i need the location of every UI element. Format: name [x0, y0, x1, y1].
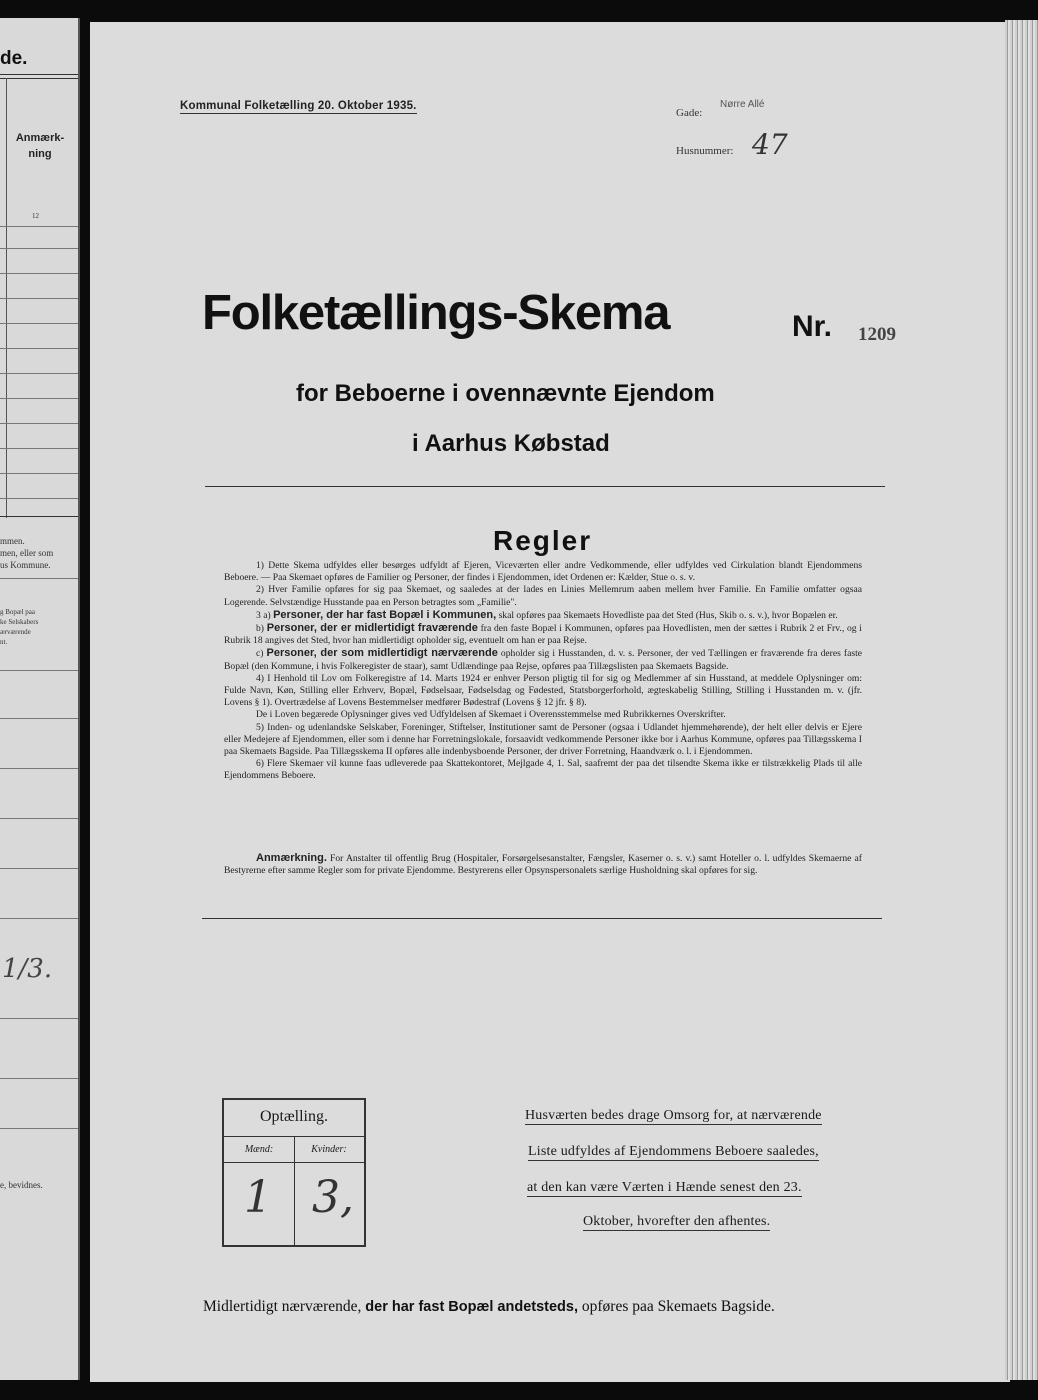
form-subtitle: i Aarhus Købstad: [412, 430, 610, 457]
men-label: Mænd:: [244, 1144, 274, 1155]
previous-handwriting: 1/3.: [2, 954, 53, 984]
previous-text-fragment: ke Selskabers: [0, 618, 39, 626]
rule-3b: [224, 622, 862, 647]
remark: [224, 852, 862, 877]
rule-4: 4) I Henhold til Lov om Folkeregistre af 14. Marts 1924 er enhver Person pligtig til for sig og Medlemmer af sin Husstand, at meddele Oplysninger om: Fulde Navn, Køn, Stilling eller Erhverv, Bopæl, Fødselsaar, Fødselsdag og Fødested, Statsborgerforhold, ægteskabelig Stilling, Stilling i Husstanden m. v. (jfr. Lovens § 1). Overtrædelse af Lovens Bestemmelser medfører Bødestraf (Lovens § 12 jfr. § 8).: [224, 672, 862, 709]
previous-column-header: Anmærk-ning: [15, 132, 65, 160]
rule-2: 2) Hver Familie opføres for sig paa Skemaet, og saaledes at der lades en Linies Mellemrum aaben mellem hver Familie. En Familie omfatter ogsaa Logerende. Selvstændige Husstande paa en Person betragtes som „Familie".: [224, 584, 862, 608]
text-span: Personer, der som midlertidigt nærværende: [266, 647, 498, 660]
form-number-label: Nr.: [792, 310, 833, 343]
rule-3c: [224, 647, 862, 672]
text-span: Personer, der har fast Bopæl i Kommunen,: [273, 608, 497, 621]
women-label: Kvinder:: [311, 1144, 347, 1155]
landlord-notice-line: at den kan være Værten i Hænde senest den 23.: [527, 1180, 802, 1195]
house-number-value: 47: [752, 128, 788, 161]
landlord-notice-line: Husværten bedes drage Omsorg for, at nærværende: [525, 1108, 822, 1123]
form-subtitle: for Beboerne i ovennævnte Ejendom: [296, 380, 715, 407]
previous-text-fragment: ærværende: [0, 628, 31, 636]
rules-heading: Regler: [493, 525, 593, 556]
text-span: opføres paa Skemaets Bagside.: [581, 1298, 775, 1315]
form-number-value: 1209: [858, 324, 896, 345]
book-spine: [1005, 20, 1038, 1380]
rule-4b: De i Loven begærede Oplysninger gives ved Udfyldelsen af Skemaet i Overensstemmelse med Rubrikkernes Overskrifter.: [256, 709, 726, 721]
landlord-notice-line: Oktober, hvorefter den afhentes.: [583, 1214, 771, 1229]
text-span: der har fast Bopæl andetsteds,: [365, 1299, 579, 1315]
text-span: Midlertidigt nærværende,: [203, 1298, 362, 1315]
rule-1: 1) Dette Skema udfyldes eller besørges udfyldt af Ejeren, Viceværten eller andre Vedkommende, eller udfyldes ved Cirkulation blandt Ejendommens Beboere. — Paa Skemaet opføres de Familier og Personer, der findes i Ejendommen, idet Ordenen er: Kælder, Stue o. s. v.: [224, 560, 862, 584]
women-count: 3,: [312, 1172, 354, 1223]
divider: [205, 486, 885, 487]
rule-6: 6) Flere Skemaer vil kunne faas udleverede paa Skattekontoret, Mejlgade 4, 1. Sal, saafremt der paa det tilsendte Skema ikke er tilstrækkelig Plads til alle Ejendommens Beboere.: [224, 758, 862, 782]
previous-page-title: de.: [0, 48, 28, 69]
text-span: b): [256, 623, 264, 635]
previous-text-fragment: e, bevidnes.: [0, 1180, 43, 1190]
form-title: Folketællings-Skema: [202, 286, 670, 340]
landlord-notice-line: Liste udfyldes af Ejendommens Beboere saaledes,: [528, 1144, 819, 1159]
street-label: Gade:: [676, 107, 703, 119]
rule-5: 5) Inden- og udenlandske Selskaber, Foreninger, Stiftelser, Institutioner samt de Personer (ogsaa i Udlandet hjemmehørende), der helt eller delvis er Ejere eller Medejere af Ejendommen, eller som i denne har Forretningslokale, forsaavidt vedkommende Personer ikke bor i Aarhus Kommune, opføres paa Tillægsskema I paa Skemaets Bagside. Paa Tillægsskema II opføres alle indenbysboende Personer, der driver Forretning, Haandværk o. l. i Ejendommen.: [224, 721, 862, 758]
house-number-label: Husnummer:: [676, 145, 734, 157]
text-span: fra den faste Bopæl i Kommunen, opføres paa Hovedlisten, men der sættes i Rubrik 2 et Frv., og i Rubrik 18 angives det Sted, hvor han midlertidigt opholder sig, eventuelt om han er paa Rejse.: [224, 623, 862, 647]
text-span: 3 a): [256, 609, 271, 621]
census-line: Kommunal Folketælling 20. Oktober 1935.: [180, 100, 417, 112]
previous-column-number: 12: [32, 212, 39, 220]
rules-text: [224, 560, 862, 783]
text-span: skal opføres paa Skemaets Hovedliste paa det Sted (Hus, Skib o. s. v.), hvor Bopælen er.: [498, 609, 838, 621]
street-value: Nørre Allé: [720, 99, 765, 110]
text-span: c): [256, 648, 264, 660]
text-span: Personer, der er midlertidigt fraværende: [266, 622, 478, 635]
men-count: 1: [244, 1172, 272, 1223]
previous-page-fragment: [0, 18, 80, 1380]
remark-text: For Anstalter til offentlig Brug (Hospitaler, Forsørgelsesanstalter, Fængsler, Kaserner o. s. v.) samt Hoteller o. l. udfyldes Skemaerne af Bestyrerne efter samme Regler som for private Ejendomme. Bestyrerens eller Opsynspersonalets særlige Husholdning skal opføres for sig.: [224, 853, 862, 877]
remark-label: Anmærkning.: [256, 852, 327, 864]
text-span: opholder sig i Husstanden, d. v. s. Personer, der ved Tællingen er fraværende fra deres faste Bopæl (den Kommune, i hvis Folkeregister de staar), samt Udlændinge paa Rejse, opføres paa Tillægslisten paa Skemaets Bagside.: [224, 648, 862, 672]
footer-note: [203, 1298, 775, 1316]
count-title: Optælling.: [259, 1108, 328, 1125]
previous-text-fragment: nt.: [0, 638, 8, 646]
previous-text-fragment: us Kommune.: [0, 560, 51, 570]
previous-text-fragment: men, eller som: [0, 548, 54, 558]
count-box: [222, 1098, 366, 1247]
previous-text-fragment: mmen.: [0, 536, 25, 546]
rule-3a: [224, 609, 862, 622]
previous-text-fragment: g Bopæl paa: [0, 608, 35, 616]
divider: [202, 918, 882, 919]
